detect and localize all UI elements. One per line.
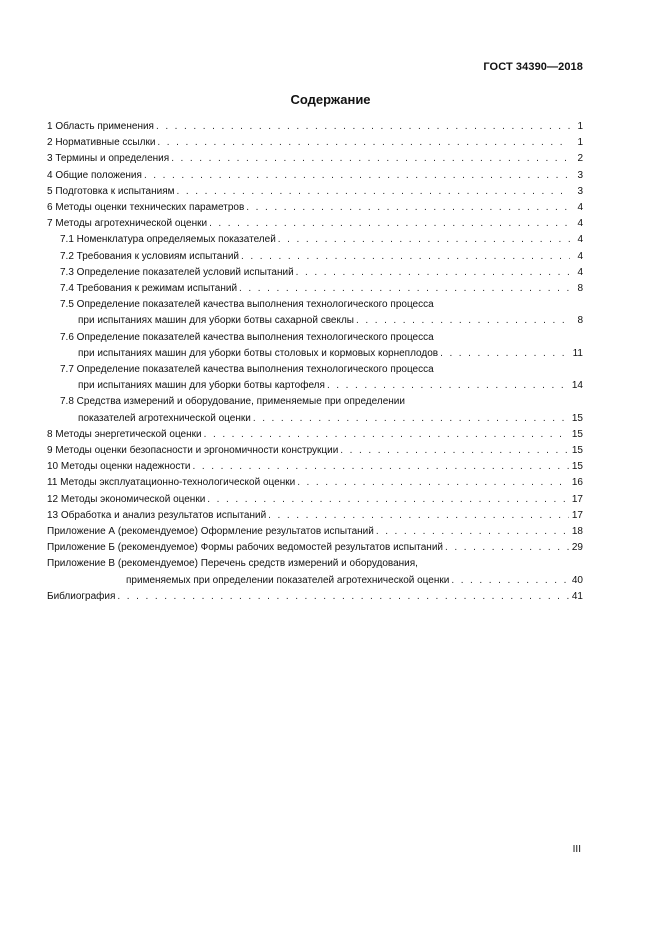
toc-entry[interactable] <box>47 200 583 216</box>
toc-entry-title-line: 7.4 Требования к режимам испытаний <box>60 283 238 295</box>
dot-leader <box>144 168 570 184</box>
dot-leader <box>157 135 570 151</box>
dot-leader <box>297 475 569 491</box>
toc-entry[interactable] <box>47 232 583 248</box>
toc-entry-title-line: 10 Методы оценки надежности <box>47 461 191 473</box>
dot-leader <box>241 249 570 265</box>
toc-entry-page: 15 <box>571 428 583 440</box>
dot-leader <box>440 346 570 362</box>
toc-entry-page: 29 <box>571 542 583 554</box>
toc-entry-page: 2 <box>577 153 583 165</box>
toc-entry[interactable] <box>47 184 583 200</box>
toc-entry-title-line: при испытаниях машин для уборки ботвы сахарной свеклы <box>78 315 354 327</box>
toc-entry[interactable] <box>47 524 583 540</box>
toc-entry-page: 17 <box>571 493 583 505</box>
toc-entry-page: 8 <box>577 315 583 327</box>
toc-entry[interactable] <box>47 135 583 151</box>
toc-entry[interactable] <box>47 330 583 362</box>
toc-entry[interactable] <box>47 168 583 184</box>
dot-leader <box>356 313 570 329</box>
toc-entry-title-line: Библиография <box>47 590 116 602</box>
toc-entry-title-line: 7.5 Определение показателей качества выполнения технологического процесса <box>60 299 434 311</box>
toc-entry-page: 1 <box>577 121 583 132</box>
toc-entry[interactable] <box>47 459 583 475</box>
dot-leader <box>117 589 568 605</box>
dot-leader <box>207 492 569 508</box>
toc-entry-page: 11 <box>572 347 583 359</box>
toc-entry-title-line: при испытаниях машин для уборки ботвы столовых и кормовых корнеплодов <box>78 347 439 359</box>
dot-leader <box>376 524 569 540</box>
toc-entry-page: 3 <box>577 169 583 181</box>
toc-entry[interactable] <box>47 281 583 297</box>
toc-entry[interactable] <box>47 119 583 135</box>
toc-entry-page: 17 <box>571 509 583 521</box>
toc-entry-title-line: 7.8 Средства измерений и оборудование, применяемые при определении <box>60 396 405 408</box>
toc-entry[interactable] <box>47 394 583 426</box>
toc-entry-title-line: 13 Обработка и анализ результатов испытаний <box>47 509 267 521</box>
toc-entry-page: 4 <box>577 202 583 214</box>
toc-entry-page: 16 <box>571 477 583 489</box>
toc-entry-title-line: при испытаниях машин для уборки ботвы картофеля <box>78 380 325 392</box>
toc-entry[interactable] <box>47 475 583 491</box>
toc-entry-title-line: 7.2 Требования к условиям испытаний <box>60 250 240 262</box>
toc-entry-title-line: 2 Нормативные ссылки <box>47 137 156 149</box>
toc-entry-title-line: 1 Область применения <box>47 121 154 132</box>
toc-entry-title-line: применяемых при определении показателей агротехнической оценки <box>126 574 450 586</box>
toc-entry-page: 41 <box>571 590 583 602</box>
toc-entry-page: 18 <box>571 526 583 538</box>
toc-entry-title-line: показателей агротехнической оценки <box>78 412 251 424</box>
dot-leader <box>246 200 570 216</box>
toc-entry-title-line: 7.3 Определение показателей условий испытаний <box>60 266 294 278</box>
dot-leader <box>268 508 569 524</box>
dot-leader <box>445 540 569 556</box>
dot-leader <box>296 265 570 281</box>
standard-code: ГОСТ 34390—2018 <box>483 61 583 73</box>
page-number: III <box>572 844 581 855</box>
toc-entry[interactable] <box>47 540 583 556</box>
toc-entry-title-line: 12 Методы экономической оценки <box>47 493 206 505</box>
toc-entry[interactable] <box>47 151 583 167</box>
toc-entry[interactable] <box>47 216 583 232</box>
toc-entry-title-line: 3 Термины и определения <box>47 153 170 165</box>
toc-entry-page: 3 <box>577 185 583 197</box>
toc-entry-page: 40 <box>571 574 583 586</box>
toc-entry[interactable] <box>47 427 583 443</box>
dot-leader <box>340 443 569 459</box>
toc-entry-title-line: 8 Методы энергетической оценки <box>47 428 202 440</box>
dot-leader <box>278 232 570 248</box>
toc-entry-title-line: 5 Подготовка к испытаниям <box>47 185 175 197</box>
toc-entry-page: 4 <box>577 250 583 262</box>
toc-entry[interactable] <box>47 443 583 459</box>
toc-entry[interactable] <box>47 265 583 281</box>
dot-leader <box>193 459 569 475</box>
toc-entry-title-line: 9 Методы оценки безопасности и эргономичности конструкции <box>47 445 339 457</box>
toc-entry-page: 4 <box>577 234 583 246</box>
toc-entry[interactable] <box>47 492 583 508</box>
toc-entry-page: 15 <box>571 445 583 457</box>
toc-title: Содержание <box>290 92 371 107</box>
toc-entry[interactable] <box>47 297 583 329</box>
toc-entry-title-line: 7.7 Определение показателей качества выполнения технологического процесса <box>60 364 434 376</box>
toc-entry-title-line: Приложение А (рекомендуемое) Оформление результатов испытаний <box>47 526 374 538</box>
toc-entry[interactable] <box>47 249 583 265</box>
toc-entry-page: 15 <box>571 461 583 473</box>
toc-entry-page: 15 <box>571 412 583 424</box>
dot-leader <box>171 151 570 167</box>
toc-entry[interactable] <box>47 362 583 394</box>
toc-entry-title-line: Приложение В (рекомендуемое) Перечень средств измерений и оборудования, <box>47 558 418 570</box>
toc-entry[interactable] <box>47 508 583 524</box>
toc-entry-title-line: 7.6 Определение показателей качества выполнения технологического процесса <box>60 331 434 343</box>
toc-entry-page: 8 <box>577 283 583 295</box>
toc-entry-title-line: 11 Методы эксплуатационно-технологической оценки <box>47 477 296 489</box>
toc-entry-title-line: Приложение Б (рекомендуемое) Формы рабочих ведомостей результатов испытаний <box>47 542 443 554</box>
toc-entry-title-line: 7.1 Номенклатура определяемых показателей <box>60 234 276 246</box>
toc-entry[interactable] <box>47 589 583 605</box>
dot-leader <box>327 378 569 394</box>
toc-entry-title-line: 6 Методы оценки технических параметров <box>47 202 245 214</box>
dot-leader <box>239 281 570 297</box>
dot-leader <box>156 119 570 135</box>
toc-entry-page: 4 <box>577 218 583 230</box>
toc-entry-title-line: 4 Общие положения <box>47 169 142 181</box>
toc-entry-page: 4 <box>577 266 583 278</box>
dot-leader <box>209 216 570 232</box>
toc-entry[interactable] <box>47 556 583 588</box>
table-of-contents <box>47 119 583 605</box>
dot-leader <box>204 427 569 443</box>
dot-leader <box>253 411 569 427</box>
toc-entry-page: 1 <box>577 137 583 149</box>
dot-leader <box>177 184 570 200</box>
dot-leader <box>451 573 569 589</box>
toc-entry-page: 14 <box>571 380 583 392</box>
toc-entry-title-line: 7 Методы агротехнической оценки <box>47 218 208 230</box>
